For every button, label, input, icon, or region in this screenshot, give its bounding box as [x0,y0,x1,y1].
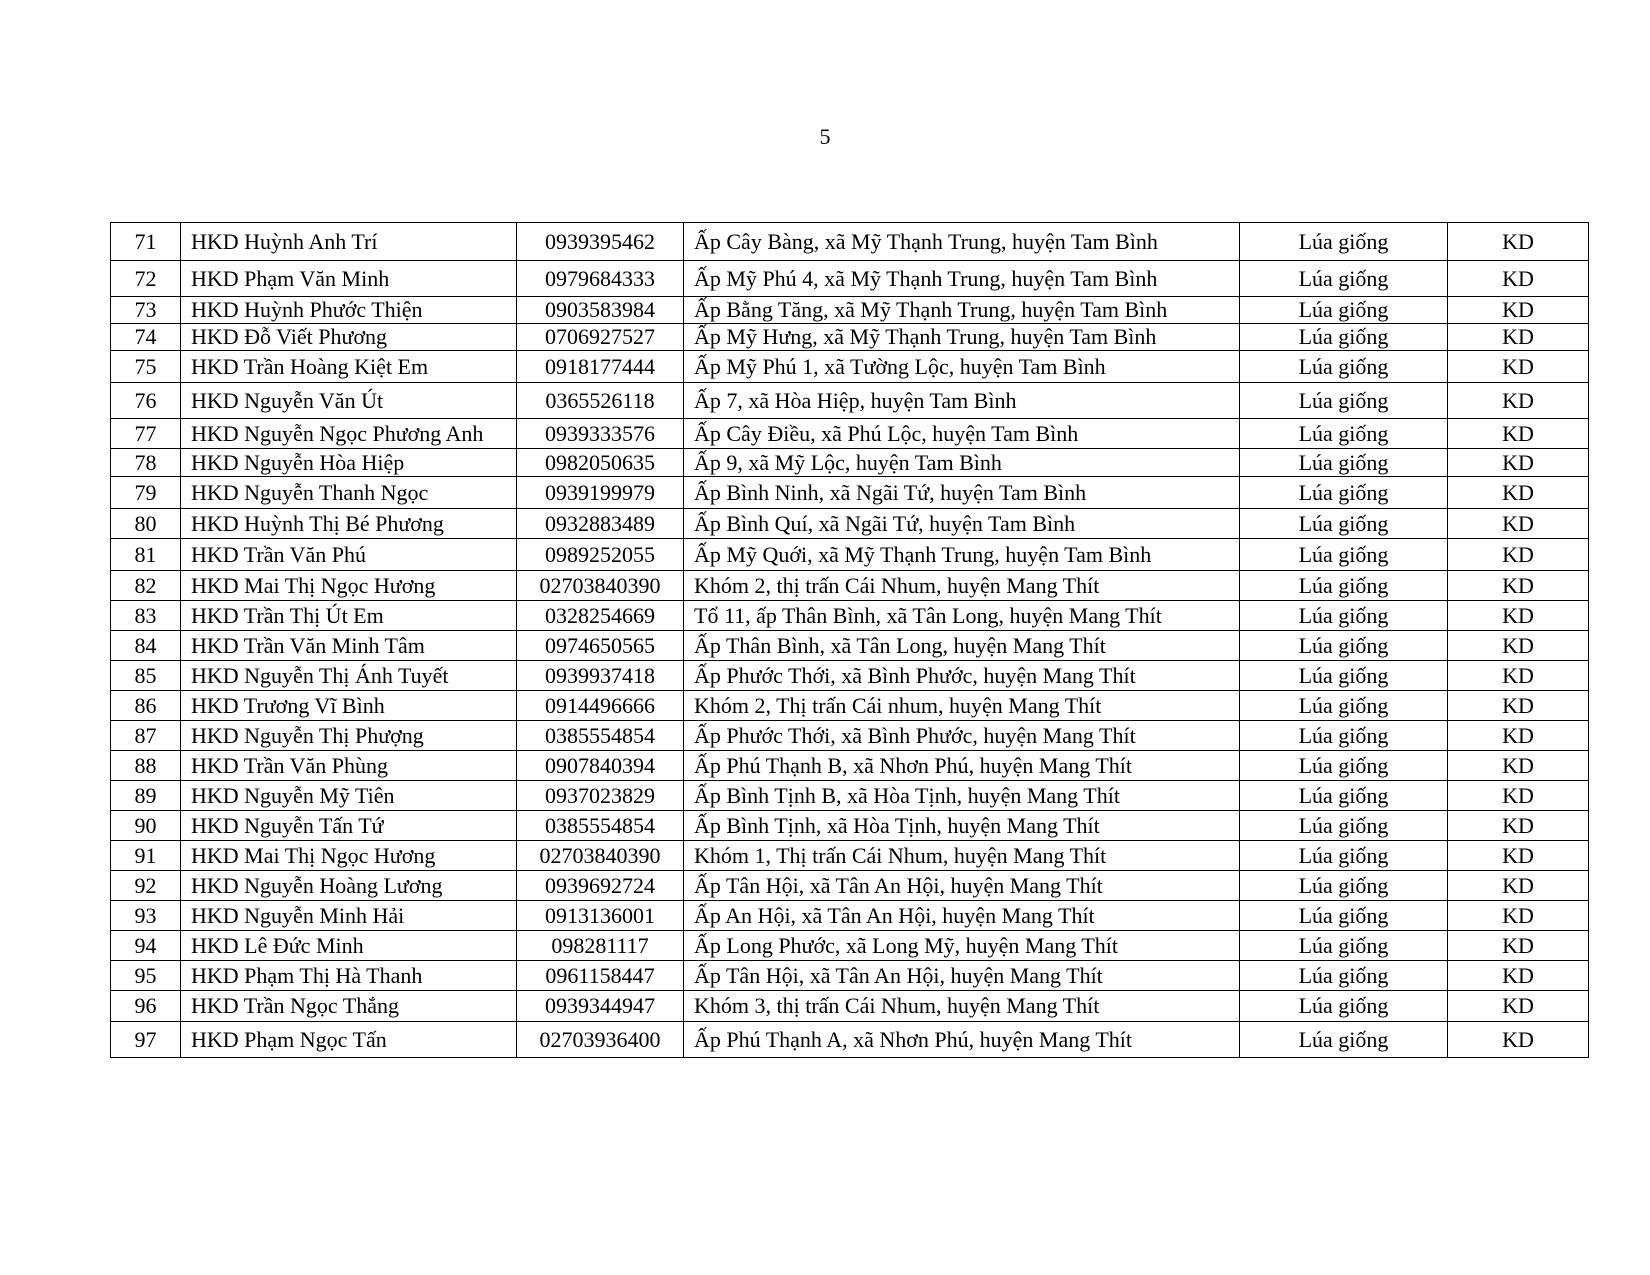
table-row [111,931,1589,961]
table-row [111,961,1589,991]
phone-cell: 0907840394 [517,751,684,781]
address-cell: Ấp Bằng Tăng, xã Mỹ Thạnh Trung, huyện Tam Bình [684,297,1240,324]
product-cell: Lúa giống [1240,297,1448,324]
table-row [111,751,1589,781]
address-cell: Khóm 2, Thị trấn Cái nhum, huyện Mang Thít [684,691,1240,721]
table-row [111,509,1589,539]
phone-cell: 0918177444 [517,351,684,383]
row-number-cell: 87 [111,721,181,751]
address-cell: Ấp Bình Tịnh B, xã Hòa Tịnh, huyện Mang Thít [684,781,1240,811]
address-cell: Ấp Cây Điều, xã Phú Lộc, huyện Tam Bình [684,419,1240,449]
address-cell: Ấp An Hội, xã Tân An Hội, huyện Mang Thít [684,901,1240,931]
table-row [111,571,1589,601]
phone-cell: 0939937418 [517,661,684,691]
product-cell: Lúa giống [1240,571,1448,601]
business-name-cell: HKD Mai Thị Ngọc Hương [181,571,517,601]
type-cell: KD [1448,661,1589,691]
type-cell: KD [1448,781,1589,811]
type-cell: KD [1448,419,1589,449]
business-name-cell: HKD Nguyễn Minh Hải [181,901,517,931]
address-cell: Ấp Bình Ninh, xã Ngãi Tứ, huyện Tam Bình [684,477,1240,509]
phone-cell: 02703840390 [517,571,684,601]
business-name-cell: HKD Trần Ngọc Thắng [181,991,517,1022]
product-cell: Lúa giống [1240,661,1448,691]
type-cell: KD [1448,601,1589,631]
business-name-cell: HKD Nguyễn Hoàng Lương [181,871,517,901]
phone-cell: 0939344947 [517,991,684,1022]
product-cell: Lúa giống [1240,419,1448,449]
row-number-cell: 84 [111,631,181,661]
row-number-cell: 79 [111,477,181,509]
business-name-cell: HKD Lê Đức Minh [181,931,517,961]
type-cell: KD [1448,991,1589,1022]
phone-cell: 0365526118 [517,383,684,419]
type-cell: KD [1448,901,1589,931]
product-cell: Lúa giống [1240,931,1448,961]
business-name-cell: HKD Nguyễn Thị Phượng [181,721,517,751]
address-cell: Ấp Thân Bình, xã Tân Long, huyện Mang Thít [684,631,1240,661]
row-number-cell: 86 [111,691,181,721]
type-cell: KD [1448,631,1589,661]
business-name-cell: HKD Mai Thị Ngọc Hương [181,841,517,871]
type-cell: KD [1448,297,1589,324]
row-number-cell: 80 [111,509,181,539]
phone-cell: 0961158447 [517,961,684,991]
phone-cell: 0932883489 [517,509,684,539]
product-cell: Lúa giống [1240,961,1448,991]
type-cell: KD [1448,691,1589,721]
product-cell: Lúa giống [1240,811,1448,841]
address-cell: Ấp Cây Bàng, xã Mỹ Thạnh Trung, huyện Tam Bình [684,223,1240,261]
product-cell: Lúa giống [1240,601,1448,631]
row-number-cell: 94 [111,931,181,961]
product-cell: Lúa giống [1240,691,1448,721]
phone-cell: 0385554854 [517,721,684,751]
business-name-cell: HKD Nguyễn Tấn Tứ [181,811,517,841]
phone-cell: 02703936400 [517,1022,684,1058]
table-row [111,721,1589,751]
row-number-cell: 89 [111,781,181,811]
product-cell: Lúa giống [1240,721,1448,751]
type-cell: KD [1448,539,1589,571]
row-number-cell: 78 [111,449,181,477]
business-name-cell: HKD Trương Vĩ Bình [181,691,517,721]
phone-cell: 0385554854 [517,811,684,841]
phone-cell: 0706927527 [517,324,684,351]
address-cell: Ấp Phú Thạnh B, xã Nhơn Phú, huyện Mang Thít [684,751,1240,781]
address-cell: Ấp Bình Quí, xã Ngãi Tứ, huyện Tam Bình [684,509,1240,539]
phone-cell: 0939199979 [517,477,684,509]
phone-cell: 0989252055 [517,539,684,571]
address-cell: Ấp Mỹ Phú 1, xã Tường Lộc, huyện Tam Bình [684,351,1240,383]
row-number-cell: 75 [111,351,181,383]
table-row [111,631,1589,661]
address-cell: Ấp 9, xã Mỹ Lộc, huyện Tam Bình [684,449,1240,477]
business-name-cell: HKD Phạm Thị Hà Thanh [181,961,517,991]
table-body [111,223,1589,1058]
address-cell: Ấp Phú Thạnh A, xã Nhơn Phú, huyện Mang Thít [684,1022,1240,1058]
type-cell: KD [1448,931,1589,961]
phone-cell: 0937023829 [517,781,684,811]
address-cell: Khóm 3, thị trấn Cái Nhum, huyện Mang Thít [684,991,1240,1022]
table-row [111,811,1589,841]
table-row [111,297,1589,324]
phone-cell: 0979684333 [517,261,684,297]
table-row [111,781,1589,811]
business-name-cell: HKD Huỳnh Thị Bé Phương [181,509,517,539]
row-number-cell: 92 [111,871,181,901]
table-row [111,419,1589,449]
phone-cell: 0913136001 [517,901,684,931]
business-name-cell: HKD Trần Văn Minh Tâm [181,631,517,661]
product-cell: Lúa giống [1240,539,1448,571]
business-name-cell: HKD Trần Văn Phú [181,539,517,571]
business-name-cell: HKD Nguyễn Thị Ánh Tuyết [181,661,517,691]
table-row [111,477,1589,509]
type-cell: KD [1448,383,1589,419]
product-cell: Lúa giống [1240,1022,1448,1058]
row-number-cell: 88 [111,751,181,781]
product-cell: Lúa giống [1240,901,1448,931]
phone-cell: 0328254669 [517,601,684,631]
table-row [111,351,1589,383]
business-name-cell: HKD Trần Thị Út Em [181,601,517,631]
phone-cell: 0982050635 [517,449,684,477]
product-cell: Lúa giống [1240,477,1448,509]
business-name-cell: HKD Đỗ Viết Phương [181,324,517,351]
product-cell: Lúa giống [1240,841,1448,871]
business-name-cell: HKD Huỳnh Anh Trí [181,223,517,261]
phone-cell: 0939395462 [517,223,684,261]
address-cell: Ấp Mỹ Quới, xã Mỹ Thạnh Trung, huyện Tam Bình [684,539,1240,571]
address-cell: Khóm 1, Thị trấn Cái Nhum, huyện Mang Thít [684,841,1240,871]
table-row [111,661,1589,691]
business-name-cell: HKD Nguyễn Mỹ Tiên [181,781,517,811]
table-row [111,601,1589,631]
row-number-cell: 71 [111,223,181,261]
phone-cell: 0914496666 [517,691,684,721]
table-row [111,991,1589,1022]
business-name-cell: HKD Nguyễn Hòa Hiệp [181,449,517,477]
row-number-cell: 83 [111,601,181,631]
type-cell: KD [1448,449,1589,477]
type-cell: KD [1448,961,1589,991]
row-number-cell: 81 [111,539,181,571]
product-cell: Lúa giống [1240,631,1448,661]
business-name-cell: HKD Trần Hoàng Kiệt Em [181,351,517,383]
address-cell: Ấp Tân Hội, xã Tân An Hội, huyện Mang Thít [684,871,1240,901]
phone-cell: 0939333576 [517,419,684,449]
address-cell: Ấp Mỹ Phú 4, xã Mỹ Thạnh Trung, huyện Tam Bình [684,261,1240,297]
row-number-cell: 73 [111,297,181,324]
row-number-cell: 91 [111,841,181,871]
row-number-cell: 97 [111,1022,181,1058]
business-name-cell: HKD Nguyễn Thanh Ngọc [181,477,517,509]
address-cell: Khóm 2, thị trấn Cái Nhum, huyện Mang Thít [684,571,1240,601]
type-cell: KD [1448,841,1589,871]
phone-cell: 0939692724 [517,871,684,901]
product-cell: Lúa giống [1240,871,1448,901]
address-cell: Ấp Phước Thới, xã Bình Phước, huyện Mang Thít [684,661,1240,691]
type-cell: KD [1448,751,1589,781]
product-cell: Lúa giống [1240,324,1448,351]
page-number: 5 [819,124,831,149]
business-name-cell: HKD Nguyễn Ngọc Phương Anh [181,419,517,449]
business-name-cell: HKD Phạm Văn Minh [181,261,517,297]
address-cell: Ấp Mỹ Hưng, xã Mỹ Thạnh Trung, huyện Tam Bình [684,324,1240,351]
type-cell: KD [1448,571,1589,601]
row-number-cell: 90 [111,811,181,841]
business-name-cell: HKD Huỳnh Phước Thiện [181,297,517,324]
type-cell: KD [1448,351,1589,383]
table-row [111,383,1589,419]
type-cell: KD [1448,811,1589,841]
row-number-cell: 82 [111,571,181,601]
product-cell: Lúa giống [1240,781,1448,811]
type-cell: KD [1448,324,1589,351]
business-name-cell: HKD Nguyễn Văn Út [181,383,517,419]
row-number-cell: 93 [111,901,181,931]
address-cell: Ấp Phước Thới, xã Bình Phước, huyện Mang Thít [684,721,1240,751]
row-number-cell: 85 [111,661,181,691]
row-number-cell: 95 [111,961,181,991]
table-row [111,871,1589,901]
type-cell: KD [1448,223,1589,261]
address-cell: Ấp Bình Tịnh, xã Hòa Tịnh, huyện Mang Thít [684,811,1240,841]
phone-cell: 0974650565 [517,631,684,661]
type-cell: KD [1448,261,1589,297]
table-row [111,901,1589,931]
product-cell: Lúa giống [1240,751,1448,781]
phone-cell: 0903583984 [517,297,684,324]
product-cell: Lúa giống [1240,991,1448,1022]
address-cell: Ấp Tân Hội, xã Tân An Hội, huyện Mang Thít [684,961,1240,991]
table-row [111,1022,1589,1058]
type-cell: KD [1448,871,1589,901]
business-name-cell: HKD Phạm Ngọc Tấn [181,1022,517,1058]
row-number-cell: 77 [111,419,181,449]
table-row [111,223,1589,261]
product-cell: Lúa giống [1240,509,1448,539]
table-row [111,539,1589,571]
table-row [111,691,1589,721]
address-cell: Ấp 7, xã Hòa Hiệp, huyện Tam Bình [684,383,1240,419]
row-number-cell: 72 [111,261,181,297]
product-cell: Lúa giống [1240,449,1448,477]
row-number-cell: 96 [111,991,181,1022]
table-row [111,324,1589,351]
product-cell: Lúa giống [1240,261,1448,297]
type-cell: KD [1448,1022,1589,1058]
product-cell: Lúa giống [1240,223,1448,261]
row-number-cell: 76 [111,383,181,419]
business-registry-table [110,222,1589,1058]
product-cell: Lúa giống [1240,351,1448,383]
phone-cell: 098281117 [517,931,684,961]
type-cell: KD [1448,509,1589,539]
type-cell: KD [1448,721,1589,751]
table-row [111,449,1589,477]
business-name-cell: HKD Trần Văn Phùng [181,751,517,781]
address-cell: Ấp Long Phước, xã Long Mỹ, huyện Mang Thít [684,931,1240,961]
product-cell: Lúa giống [1240,383,1448,419]
table-row [111,261,1589,297]
table-row [111,841,1589,871]
row-number-cell: 74 [111,324,181,351]
type-cell: KD [1448,477,1589,509]
phone-cell: 02703840390 [517,841,684,871]
address-cell: Tổ 11, ấp Thân Bình, xã Tân Long, huyện Mang Thít [684,601,1240,631]
